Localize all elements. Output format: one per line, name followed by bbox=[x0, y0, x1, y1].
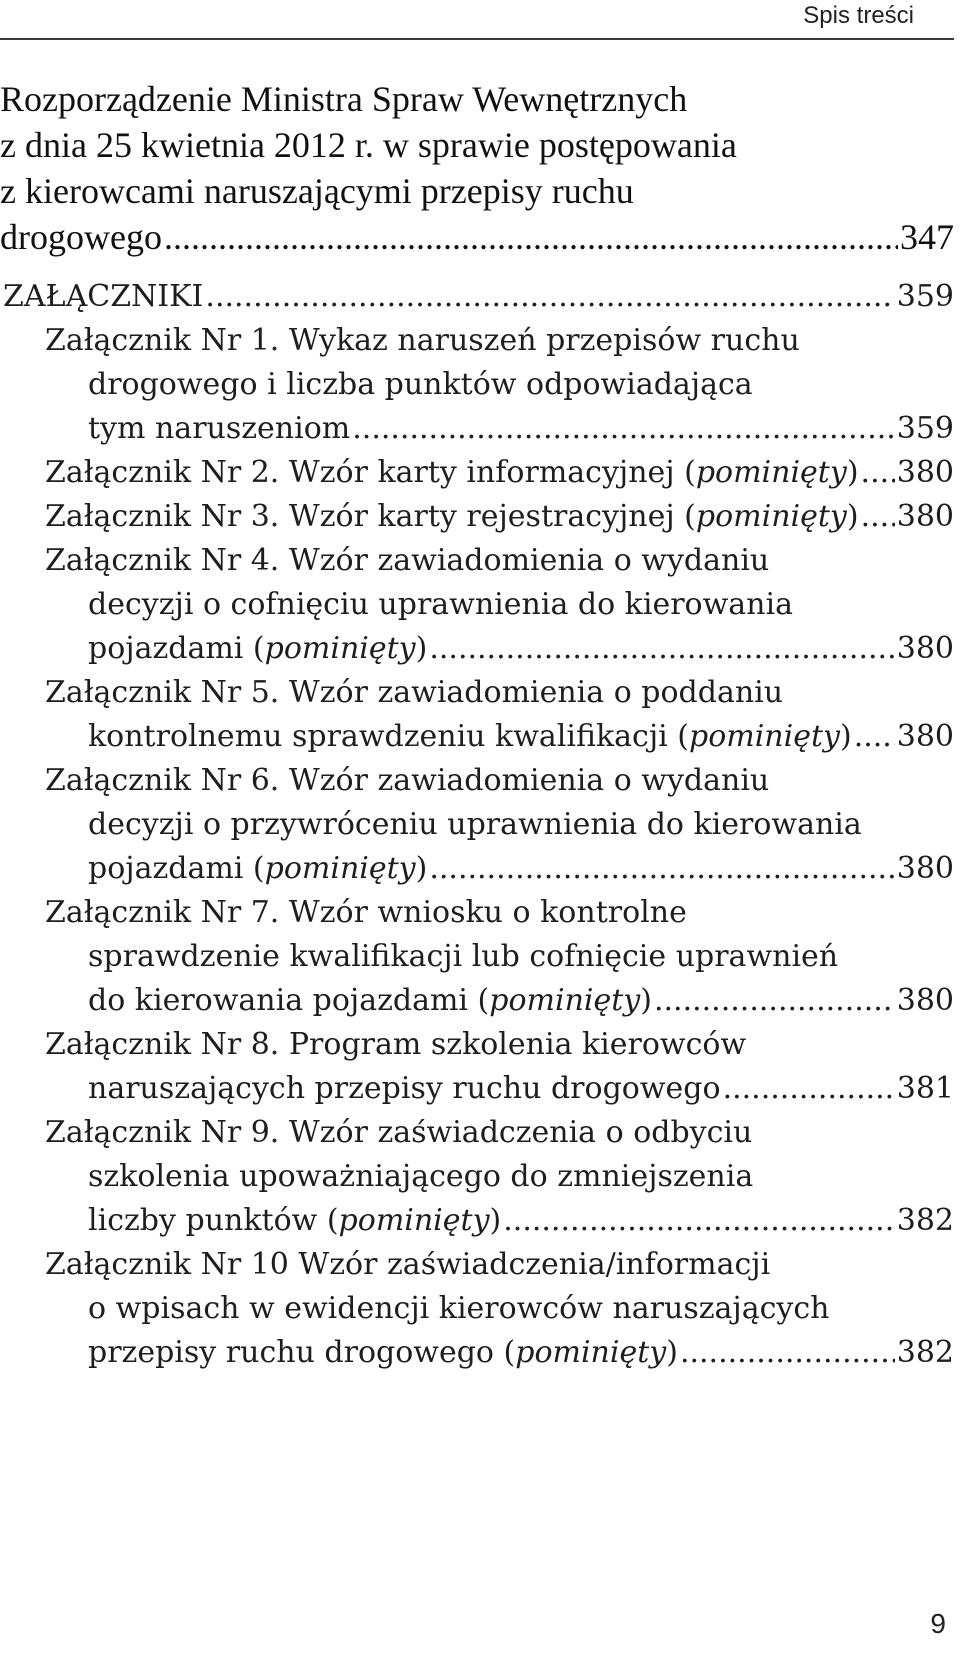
toc-entry-annexes-heading[interactable] bbox=[0, 279, 954, 323]
entry-text: drogowego i liczba punktów odpowiadająca bbox=[88, 367, 753, 402]
page-number: 380 bbox=[896, 455, 954, 490]
entry-text: Załącznik Nr 6. Wzór zawiadomienia o wydaniu bbox=[45, 763, 770, 798]
entry-text: Załącznik Nr 1. Wykaz naruszeń przepisów ruchu bbox=[45, 323, 800, 358]
page-number: 380 bbox=[896, 499, 954, 534]
entry-text: naruszających przepisy ruchu drogowego bbox=[88, 1071, 721, 1106]
paren-close: ) bbox=[846, 455, 859, 490]
header-rule bbox=[0, 38, 954, 40]
dot-leader bbox=[429, 631, 894, 666]
omitted-note: pominięty bbox=[264, 851, 416, 886]
entry-text: Rozporządzenie Ministra Spraw Wewnętrznych bbox=[0, 79, 688, 119]
dot-leader bbox=[654, 983, 895, 1018]
paren-close: ) bbox=[415, 851, 428, 886]
toc-entry-annex-8[interactable] bbox=[0, 1027, 954, 1115]
entry-text: sprawdzenie kwalifikacji lub cofnięcie uprawnień bbox=[88, 939, 839, 974]
page-number: 359 bbox=[896, 279, 954, 314]
entry-text: Załącznik Nr 4. Wzór zawiadomienia o wydaniu bbox=[45, 543, 770, 578]
dot-leader bbox=[429, 851, 894, 886]
dot-leader bbox=[854, 719, 895, 754]
entry-text: decyzji o przywróceniu uprawnienia do kierowania bbox=[88, 807, 862, 842]
page-number: 382 bbox=[896, 1335, 954, 1370]
entry-text: Załącznik Nr 2. Wzór karty informacyjnej ( bbox=[45, 455, 696, 490]
paren-close: ) bbox=[846, 499, 859, 534]
paren-close: ) bbox=[839, 719, 852, 754]
dot-leader bbox=[352, 411, 894, 446]
toc-entry-annex-5[interactable] bbox=[0, 675, 954, 763]
toc-entry-regulation[interactable] bbox=[0, 78, 954, 262]
running-head: Spis treści bbox=[803, 2, 914, 29]
entry-text: z kierowcami naruszającymi przepisy ruchu bbox=[0, 171, 634, 211]
entry-text: Załącznik Nr 8. Program szkolenia kierowców bbox=[45, 1027, 747, 1062]
toc-entry-annex-3[interactable] bbox=[0, 499, 954, 543]
dot-leader bbox=[861, 455, 895, 490]
page-number: 382 bbox=[896, 1203, 954, 1238]
dot-leader bbox=[205, 279, 894, 314]
entry-text: pojazdami ( bbox=[88, 851, 265, 886]
entry-text: Załącznik Nr 3. Wzór karty rejestracyjnej ( bbox=[45, 499, 696, 534]
entry-text: Załącznik Nr 10 Wzór zaświadczenia/informacji bbox=[45, 1247, 771, 1282]
entry-text: z dnia 25 kwietnia 2012 r. w sprawie postępowania bbox=[0, 125, 737, 165]
entry-text: tym naruszeniom bbox=[88, 411, 351, 446]
omitted-note: pominięty bbox=[695, 455, 847, 490]
entry-text: do kierowania pojazdami ( bbox=[88, 983, 490, 1018]
entry-text: drogowego bbox=[0, 217, 162, 257]
omitted-note: pominięty bbox=[264, 631, 416, 666]
paren-close: ) bbox=[666, 1335, 678, 1370]
entry-text: Załącznik Nr 7. Wzór wniosku o kontrolne bbox=[45, 895, 687, 930]
dot-leader bbox=[503, 1203, 894, 1238]
toc-entry-annex-10[interactable] bbox=[0, 1247, 954, 1379]
omitted-note: pominięty bbox=[688, 719, 840, 754]
page-number: 347 bbox=[900, 217, 954, 257]
omitted-note: pominięty bbox=[489, 983, 641, 1018]
page-number: 381 bbox=[896, 1071, 954, 1106]
omitted-note: pominięty bbox=[338, 1203, 490, 1238]
entry-text: Załącznik Nr 5. Wzór zawiadomienia o poddaniu bbox=[45, 675, 784, 710]
toc-entry-annex-2[interactable] bbox=[0, 455, 954, 499]
toc-entry-annex-7[interactable] bbox=[0, 895, 954, 1027]
page-number: 380 bbox=[896, 983, 954, 1018]
omitted-note: pominięty bbox=[515, 1335, 667, 1370]
paren-close: ) bbox=[640, 983, 652, 1018]
entry-text: przepisy ruchu drogowego ( bbox=[88, 1335, 516, 1370]
dot-leader bbox=[164, 216, 898, 258]
omitted-note: pominięty bbox=[695, 499, 847, 534]
page-number: 359 bbox=[896, 411, 954, 446]
entry-text: kontrolnemu sprawdzeniu kwalifikacji ( bbox=[88, 719, 689, 754]
paren-close: ) bbox=[415, 631, 428, 666]
entry-text: pojazdami ( bbox=[88, 631, 265, 666]
page-number: 380 bbox=[896, 631, 954, 666]
dot-leader bbox=[680, 1335, 895, 1370]
page-number: 380 bbox=[896, 719, 954, 754]
entry-text: Załącznik Nr 9. Wzór zaświadczenia o odbyciu bbox=[45, 1115, 753, 1150]
entry-text: decyzji o cofnięciu uprawnienia do kierowania bbox=[88, 587, 793, 622]
dot-leader bbox=[861, 499, 895, 534]
entry-text: o wpisach w ewidencji kierowców naruszających bbox=[88, 1291, 830, 1326]
page-number: 380 bbox=[896, 851, 954, 886]
toc-entry-annex-9[interactable] bbox=[0, 1115, 954, 1247]
page-folio: 9 bbox=[930, 1608, 946, 1639]
entry-text: ZAŁĄCZNIKI bbox=[3, 279, 204, 314]
entry-text: szkolenia upoważniającego do zmniejszenia bbox=[88, 1159, 754, 1194]
paren-close: ) bbox=[489, 1203, 502, 1238]
toc-entry-annex-6[interactable] bbox=[0, 763, 954, 895]
dot-leader bbox=[723, 1071, 895, 1106]
toc-entry-annex-1[interactable] bbox=[0, 323, 954, 455]
toc-entry-annex-4[interactable] bbox=[0, 543, 954, 675]
entry-text: liczby punktów ( bbox=[88, 1203, 339, 1238]
